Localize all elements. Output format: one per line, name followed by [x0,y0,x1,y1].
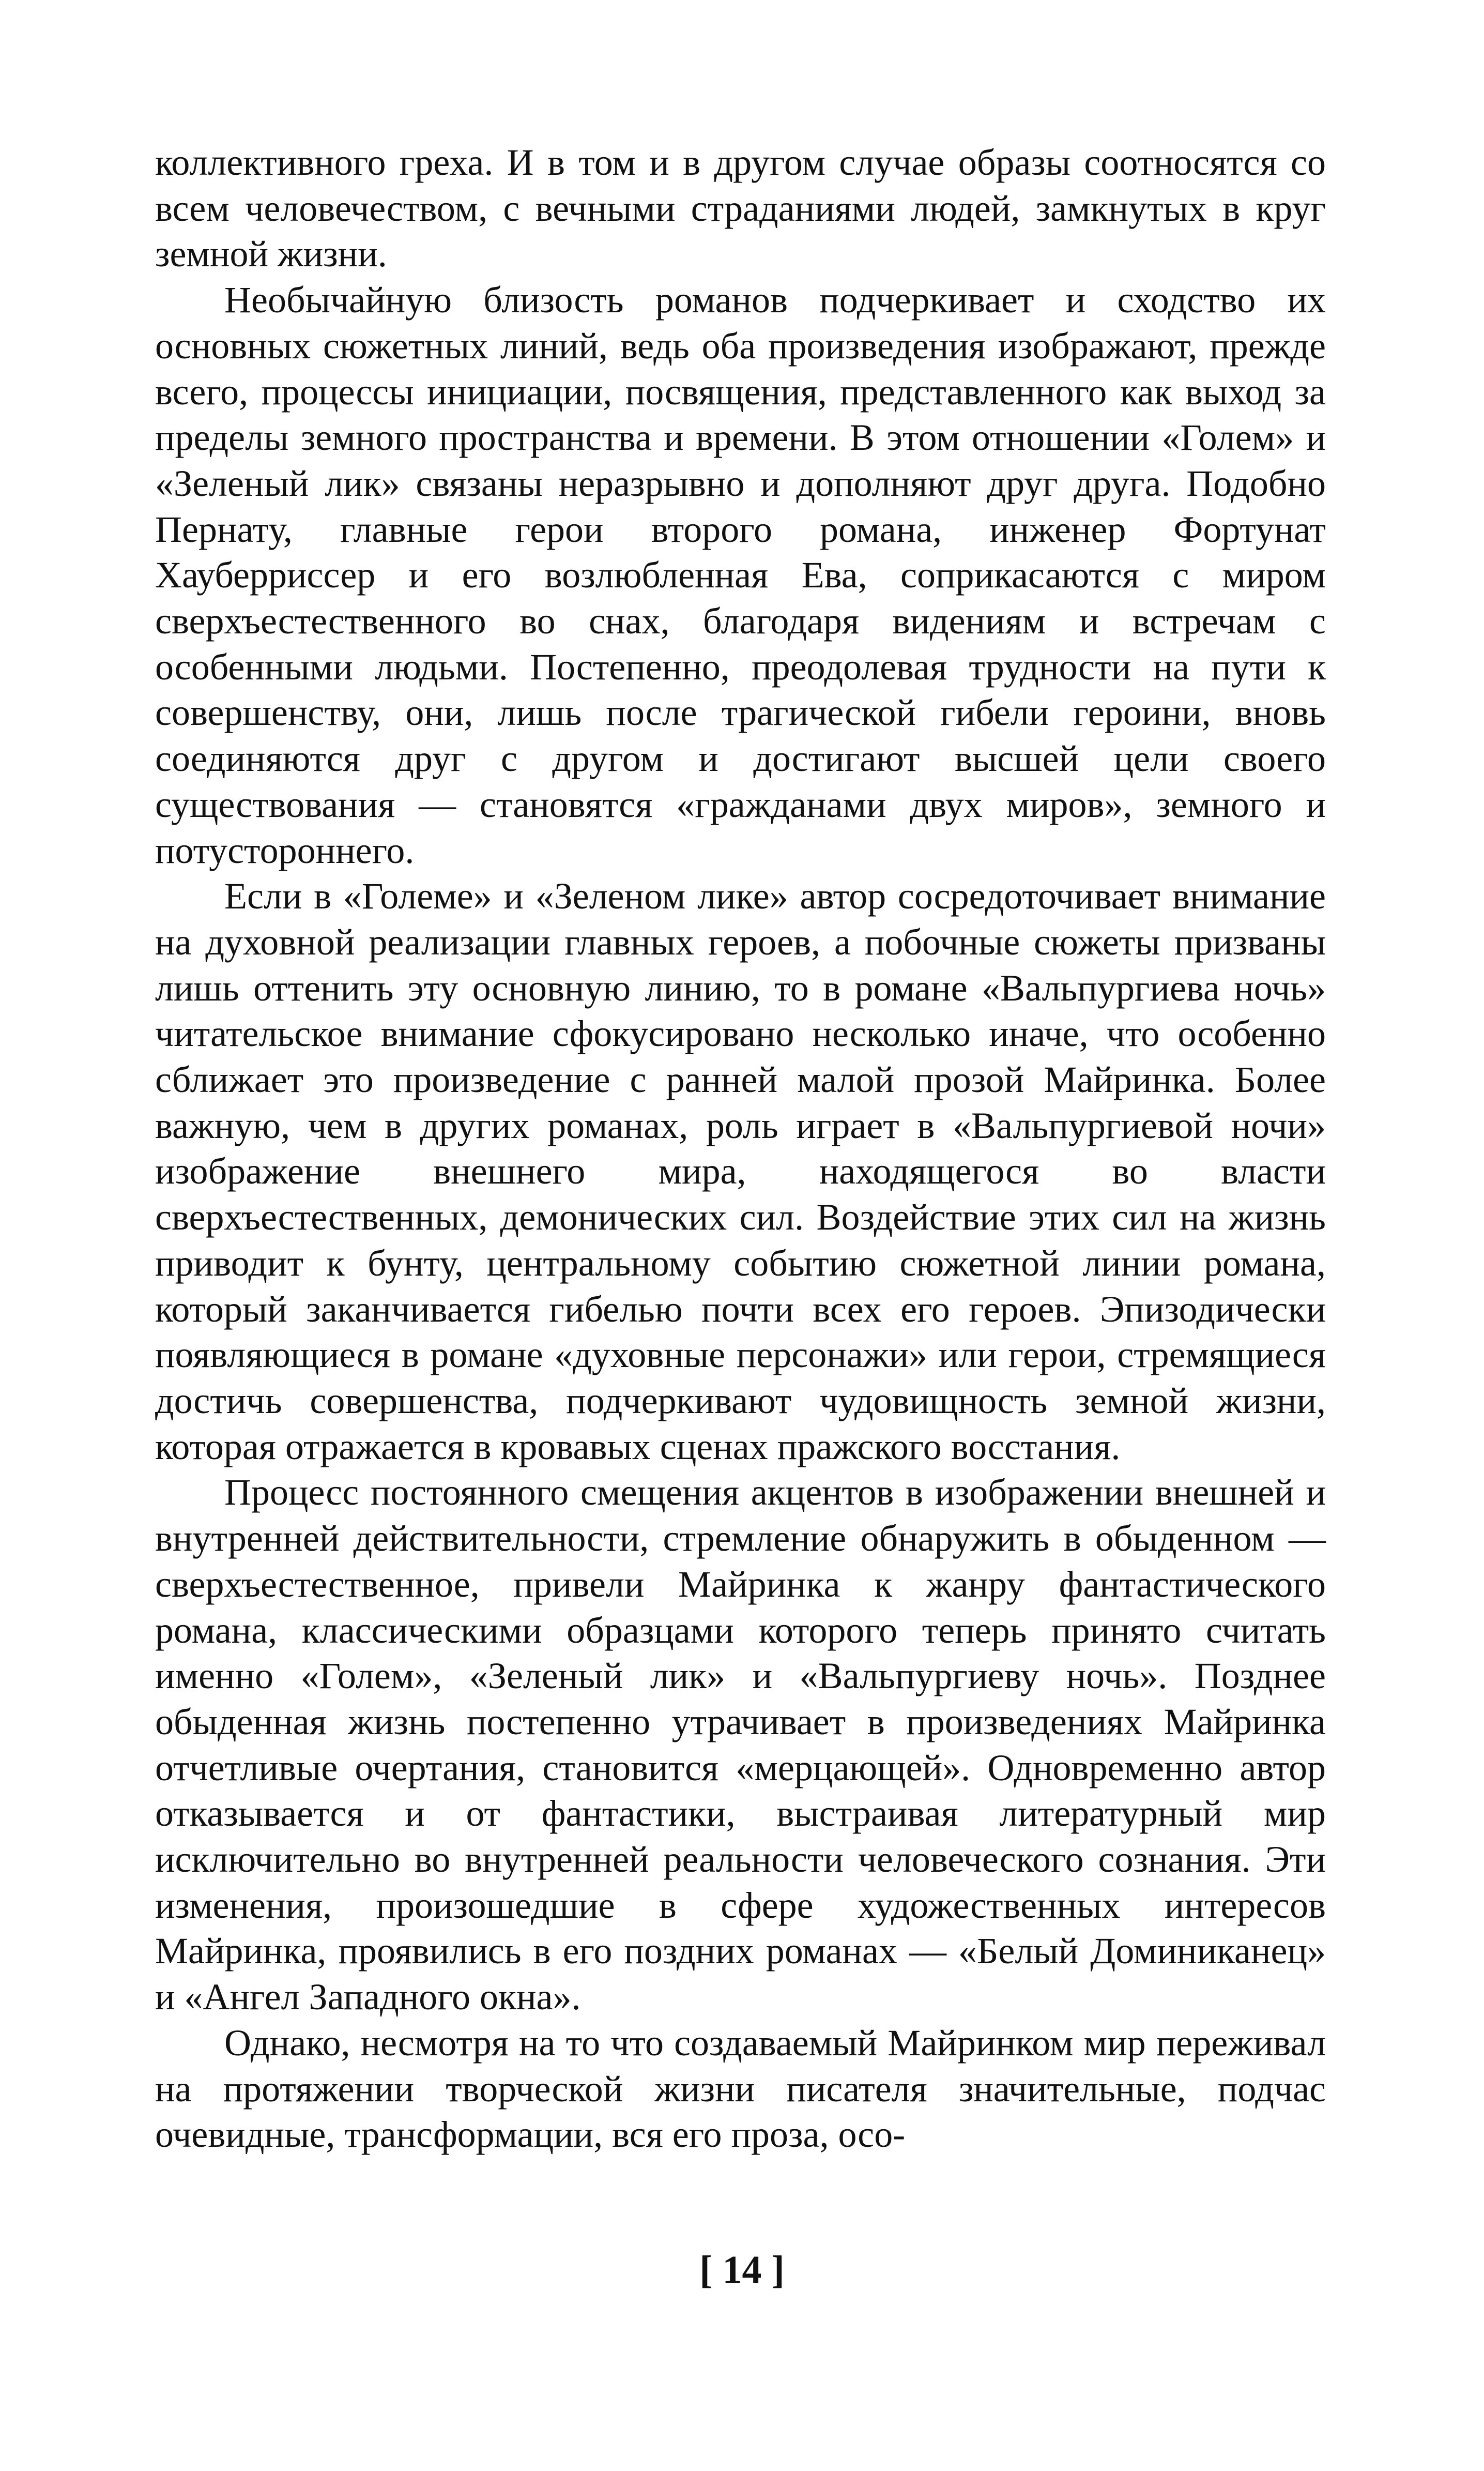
paragraph-5: Однако, несмотря на то что создаваемый Майринком мир переживал на протяжении творческой жизни писателя значительные, подчас очевидные, трансформации, вся его проза, осо- [155,2022,1326,2156]
paragraph-1: коллективного греха. И в том и в другом случае образы соотносятся со всем человечеством, с вечными страданиями людей, замкнутых в круг земной жизни. [155,142,1326,275]
paragraph-4: Процесс постоянного смещения акцентов в изображении внешней и внутренней действительности, стремление обнаружить в обыденном — сверхъестественное, привели Майринка к жанру фантастического романа, классическими образцами которого теперь принято считать именно «Голем», «Зеленый лик» и «Вальпургиеву ночь». Позднее обыденная жизнь постепенно утрачивает в произведениях Майринка отчетливые очертания, становится «мерцающей». Одновременно автор отказывается и от фантастики, выстраивая литературный мир исключительно во внутренней реальности человеческого сознания. Эти изменения, произошедшие в сфере художественных интересов Майринка, проявились в его поздних романах — «Белый Доминиканец» и «Ангел Западного окна». [155,1472,1326,2018]
paragraph-3: Если в «Големе» и «Зеленом лике» автор сосредоточивает внимание на духовной реализации главных героев, а побочные сюжеты призваны лишь оттенить эту основную линию, то в романе «Вальпургиева ночь» читательское внимание сфокусировано несколько иначе, что особенно сближает это произведение с ранней малой прозой Майринка. Более важную, чем в других романах, роль играет в «Вальпургиевой ночи» изображение внешнего мира, находящегося во власти сверхъестественных, демонических сил. Воздействие этих сил на жизнь приводит к бунту, центральному событию сюжетной линии романа, который заканчивается гибелью почти всех его героев. Эпизодически появляющиеся в романе «духовные персонажи» или герои, стремящиеся достичь совершенства, подчеркивают чудовищность земной жизни, которая отражается в кровавых сценах пражского восстания. [155,875,1326,1467]
page-number: [ 14 ] [699,2248,785,2292]
body-text [155,140,1326,2158]
paragraph-2: Необычайную близость романов подчеркивает и сходство их основных сюжетных линий, ведь оба произведения изображают, прежде всего, процессы инициации, посвящения, представленного как выход за пределы земного пространства и времени. В этом отношении «Голем» и «Зеленый лик» связаны неразрывно и дополняют друг друга. Подобно Пернату, главные герои второго романа, инженер Фортунат Хауберриссер и его возлюбленная Ева, соприкасаются с миром сверхъестественного во снах, благодаря видениям и встречам с особенными людьми. Постепенно, преодолевая трудности на пути к совершенству, они, лишь после трагической гибели героини, вновь соединяются друг с другом и достигают высшей цели своего существования — становятся «гражданами двух миров», земного и потустороннего. [155,279,1326,871]
